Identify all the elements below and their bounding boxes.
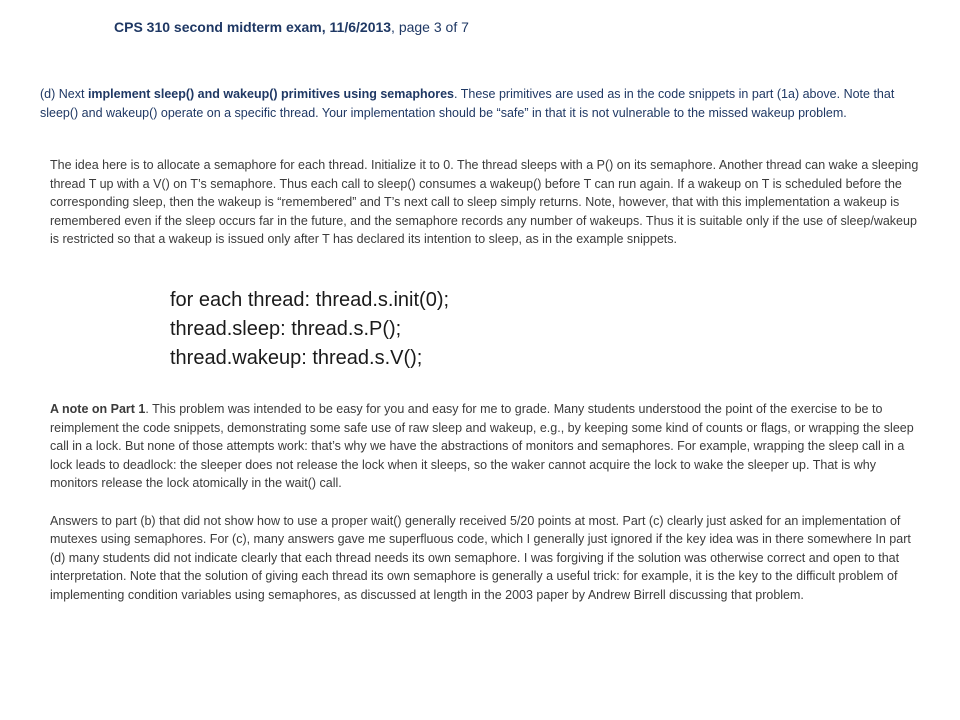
code-block xyxy=(170,286,449,373)
exam-title: CPS 310 second midterm exam, 11/6/2013 xyxy=(114,19,392,35)
page-header xyxy=(114,17,469,37)
question-d xyxy=(40,85,900,122)
note-paragraph-1-text: . This problem was intended to be easy for you and easy for me to grade. Many students understood the point of the exercise to be to reimplement the code snippets, demonstrating some safe use of raw sleep and wakeup, e.g., by keeping some kind of counts or flags, or wrapping the sleep call in a lock. But none of those attempts work: that’s why we have the abstractions of monitors and semaphores. For example, wrapping the sleep call in a lock leads to deadlock: the sleeper does not release the lock when it sleeps, so the waker cannot acquire the lock to wake the sleeper up. That is why monitors release the lock atomically in the wait() call. xyxy=(50,402,914,491)
page-number: , page 3 of 7 xyxy=(391,19,469,35)
answer-text: The idea here is to allocate a semaphore for each thread. Initialize it to 0. The thread sleeps with a P() on its semaphore. Another thread can wake a sleeping thread T up with a V() on T’s semaphore. Thus each call to sleep() consumes a wakeup() before T can run again. If a wakeup on T is scheduled before the corresponding sleep, then the wakeup is “remembered” and T’s next call to sleep simply returns. Note, however, that with this implementation a wakeup is remembered even if the sleep occurs far in the future, and the semaphore records any number of wakeups. Thus it is suitable only if the use of sleep/wakeup is restricted so that a wakeup is issued only after T has declared its intention to sleep, as in the example snippets. xyxy=(50,158,919,247)
note-paragraph-2: Answers to part (b) that did not show how to use a proper wait() generally received 5/20 points at most. Part (c) clearly just asked for an implementation of mutexes using semaphores. For (c), many answers gave me superfluous code, which I generally just ignored if the key idea was in there somewhere In part (d) many students did not indicate clearly that each thread needs its own semaphore. I was forgiving if the solution was otherwise correct and open to that interpretation. Note that the solution of giving each thread its own semaphore is generally a useful trick: for example, it is the key to the difficult problem of implementing condition variables using semaphores, as discussed at length in the 2003 paper by Andrew Birrell discussing that problem. xyxy=(50,513,911,602)
note-section xyxy=(50,400,920,605)
note-paragraph-1 xyxy=(50,400,920,493)
code-line-wakeup: thread.wakeup: thread.s.V(); xyxy=(170,347,423,369)
code-line-sleep: thread.sleep: thread.s.P(); xyxy=(170,318,402,340)
question-label: (d) Next xyxy=(40,87,88,101)
note-heading: A note on Part 1 xyxy=(50,402,146,416)
code-line-init: for each thread: thread.s.init(0); xyxy=(170,289,450,311)
question-text: . These primitives are used as in the code snippets in part (1a) above. Note that sleep() and wakeup() operate on a specific thread. Your implementation should be “safe” in that it is not vulnerable to the missed wakeup problem. xyxy=(40,87,895,120)
question-emphasis: implement sleep() and wakeup() primitives using semaphores xyxy=(87,87,455,101)
